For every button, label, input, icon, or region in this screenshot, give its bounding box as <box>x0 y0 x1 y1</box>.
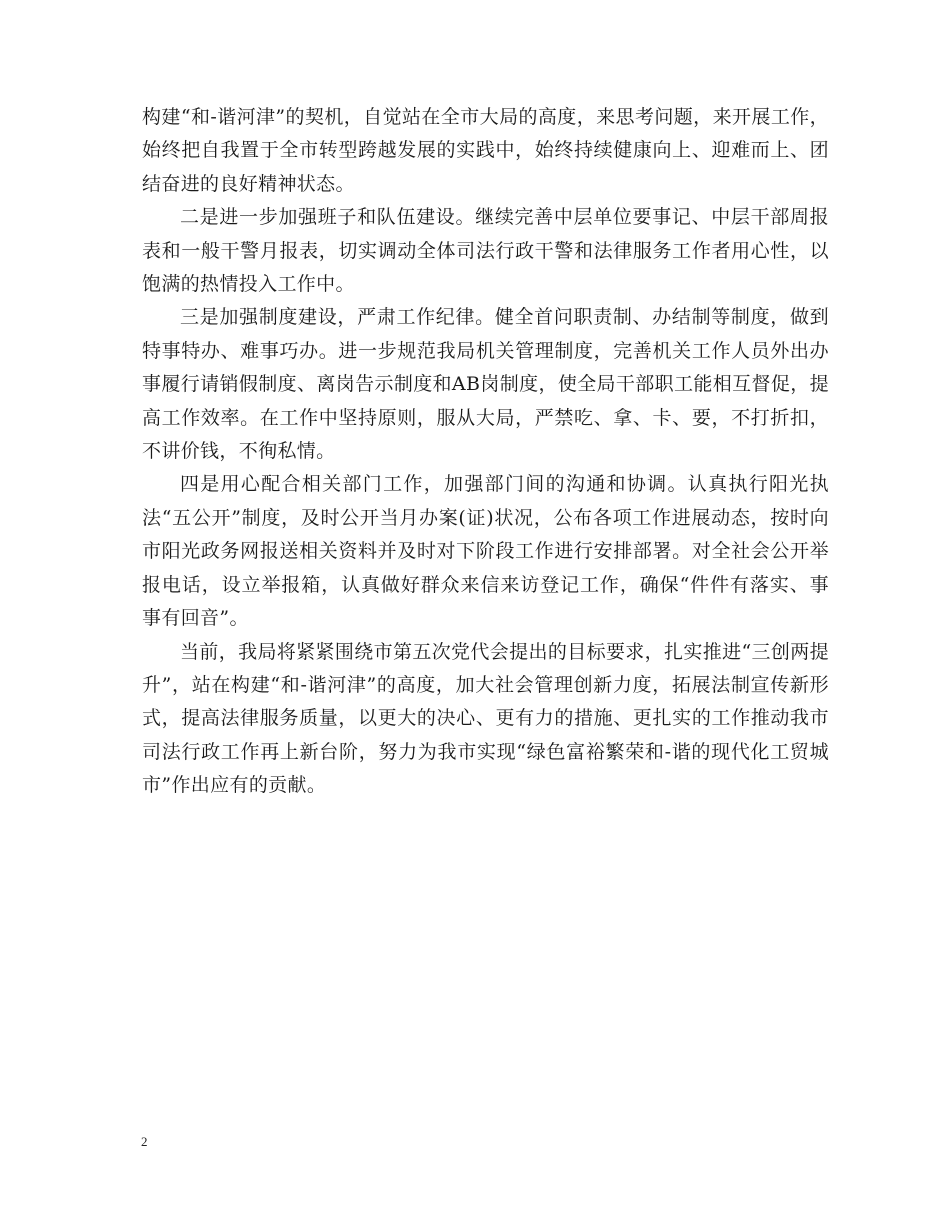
paragraph-1: 构建“和-谐河津”的契机，自觉站在全市大局的高度，来思考问题，来开展工作，始终把自我置于全市转型跨越发展的实践中，始终持续健康向上、迎难而上、团结奋进的良好精神状态。 <box>142 106 829 195</box>
paragraph-5: 当前，我局将紧紧围绕市第五次党代会提出的目标要求，扎实推进“三创两提升”，站在构建“和-谐河津”的高度，加大社会管理创新力度，拓展法制宣传新形式，提高法律服务质量，以更大的决心、更有力的措施、更扎实的工作推动我市司法行政工作再上新台阶，努力为我市实现“绿色富裕繁荣和-谐的现代化工贸城市”作出应有的贡献。 <box>142 640 829 797</box>
paragraph-4: 四是用心配合相关部门工作，加强部门间的沟通和协调。认真执行阳光执法“五公开”制度，及时公开当月办案(证)状况，公布各项工作进展动态，按时向市阳光政务网报送相关资料并及时对下阶段工作进行安排部署。对全社会公开举报电话，设立举报箱，认真做好群众来信来访登记工作，确保“件件有落实、事事有回音”。 <box>142 473 829 630</box>
paragraph-2: 二是进一步加强班子和队伍建设。继续完善中层单位要事记、中层干部周报表和一般干警月报表，切实调动全体司法行政干警和法律服务工作者用心性，以饱满的热情投入工作中。 <box>142 206 829 296</box>
document-body <box>142 101 829 803</box>
page-number: 2 <box>141 1134 148 1149</box>
paragraph-3: 三是加强制度建设，严肃工作纪律。健全首问职责制、办结制等制度，做到特事特办、难事巧办。进一步规范我局机关管理制度，完善机关工作人员外出办事履行请销假制度、离岗告示制度和AB岗制度，使全局干部职工能相互督促，提高工作效率。在工作中坚持原则，服从大局，严禁吃、拿、卡、要，不打折扣，不讲价钱，不徇私情。 <box>142 306 829 463</box>
